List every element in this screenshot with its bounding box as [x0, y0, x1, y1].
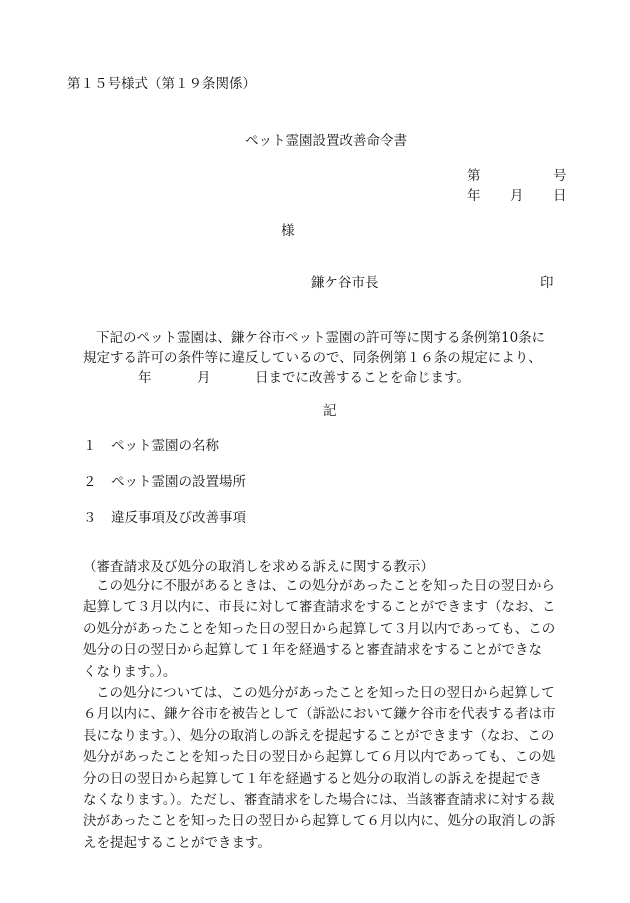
notice-p2-line: 長になります。）、処分の取消しの訴えを提起することができます（なお、この [83, 727, 555, 744]
notice-p1-line: 起算して３月以内に、市長に対して審査請求をすることができます（なお、こ [83, 599, 556, 616]
ki-heading: 記 [323, 403, 337, 419]
item-number: ３ [83, 510, 97, 526]
notice-p1-line: 処分の日の翌日から起算して１年を経過すると審査請求をすることができな [83, 642, 542, 659]
date-month: 月 [510, 188, 524, 204]
document-title: ペット霊園設置改善命令書 [245, 133, 407, 149]
number-suffix: 号 [553, 168, 567, 184]
notice-p2-line: えを提起することができます。 [83, 834, 271, 851]
deadline-month: 月 [197, 370, 211, 386]
notice-p2-line: この処分については、この処分があったことを知った日の翌日から起算して [96, 685, 555, 701]
notice-p2-line: 決があったことを知った日の翌日から起算して６月以内に、処分の取消しの訴 [83, 813, 556, 830]
body-line-2: 規定する許可の条件等に違反しているので、同条例第１６条の規定により、 [83, 350, 542, 366]
deadline-year: 年 [138, 370, 152, 386]
form-number: 第１５号様式（第１９条関係） [67, 76, 256, 92]
item-label-name: ペット霊園の名称 [111, 438, 219, 454]
notice-p2-line: 分の日の翌日から起算して１年を経過すると処分の取消しの訴えを提起でき [83, 770, 542, 787]
notice-heading: （審査請求及び処分の取消しを求める訴えに関する教示） [83, 559, 434, 575]
date-year: 年 [467, 188, 481, 204]
seal-mark: 印 [540, 275, 554, 291]
notice-paragraph-1 [83, 576, 583, 683]
item-number: １ [83, 438, 97, 454]
number-prefix: 第 [467, 168, 481, 184]
notice-p2-line: 処分があったことを知った日の翌日から起算して６月以内であっても、この処 [83, 749, 556, 766]
addressee-honorific: 様 [281, 223, 295, 239]
item-label-location: ペット霊園の設置場所 [111, 474, 246, 490]
notice-p1-line: この処分に不服があるときは、この処分があったことを知った日の翌日から [96, 578, 555, 594]
item-number: ２ [83, 474, 97, 490]
notice-p1-line: くなります。）。 [83, 663, 177, 680]
item-label-violations: 違反事項及び改善事項 [111, 510, 246, 526]
notice-p1-line: の処分があったことを知った日の翌日から起算して３月以内であっても、この [83, 620, 556, 637]
deadline-rest: 日までに改善することを命じます。 [255, 370, 470, 386]
notice-p2-line: なくなります。）。ただし、審査請求をした場合には、当該審査請求に対する裁 [83, 792, 555, 809]
issuer-name: 鎌ケ谷市長 [311, 275, 379, 291]
notice-p2-line: ６月以内に、鎌ケ谷市を被告として（訴訟において鎌ケ谷市を代表する者は市 [83, 706, 556, 723]
body-line-1: 下記のペット霊園は、鎌ケ谷市ペット霊園の許可等に関する条例第10条に [96, 330, 546, 346]
date-day: 日 [553, 188, 567, 204]
notice-paragraph-2 [83, 683, 583, 854]
